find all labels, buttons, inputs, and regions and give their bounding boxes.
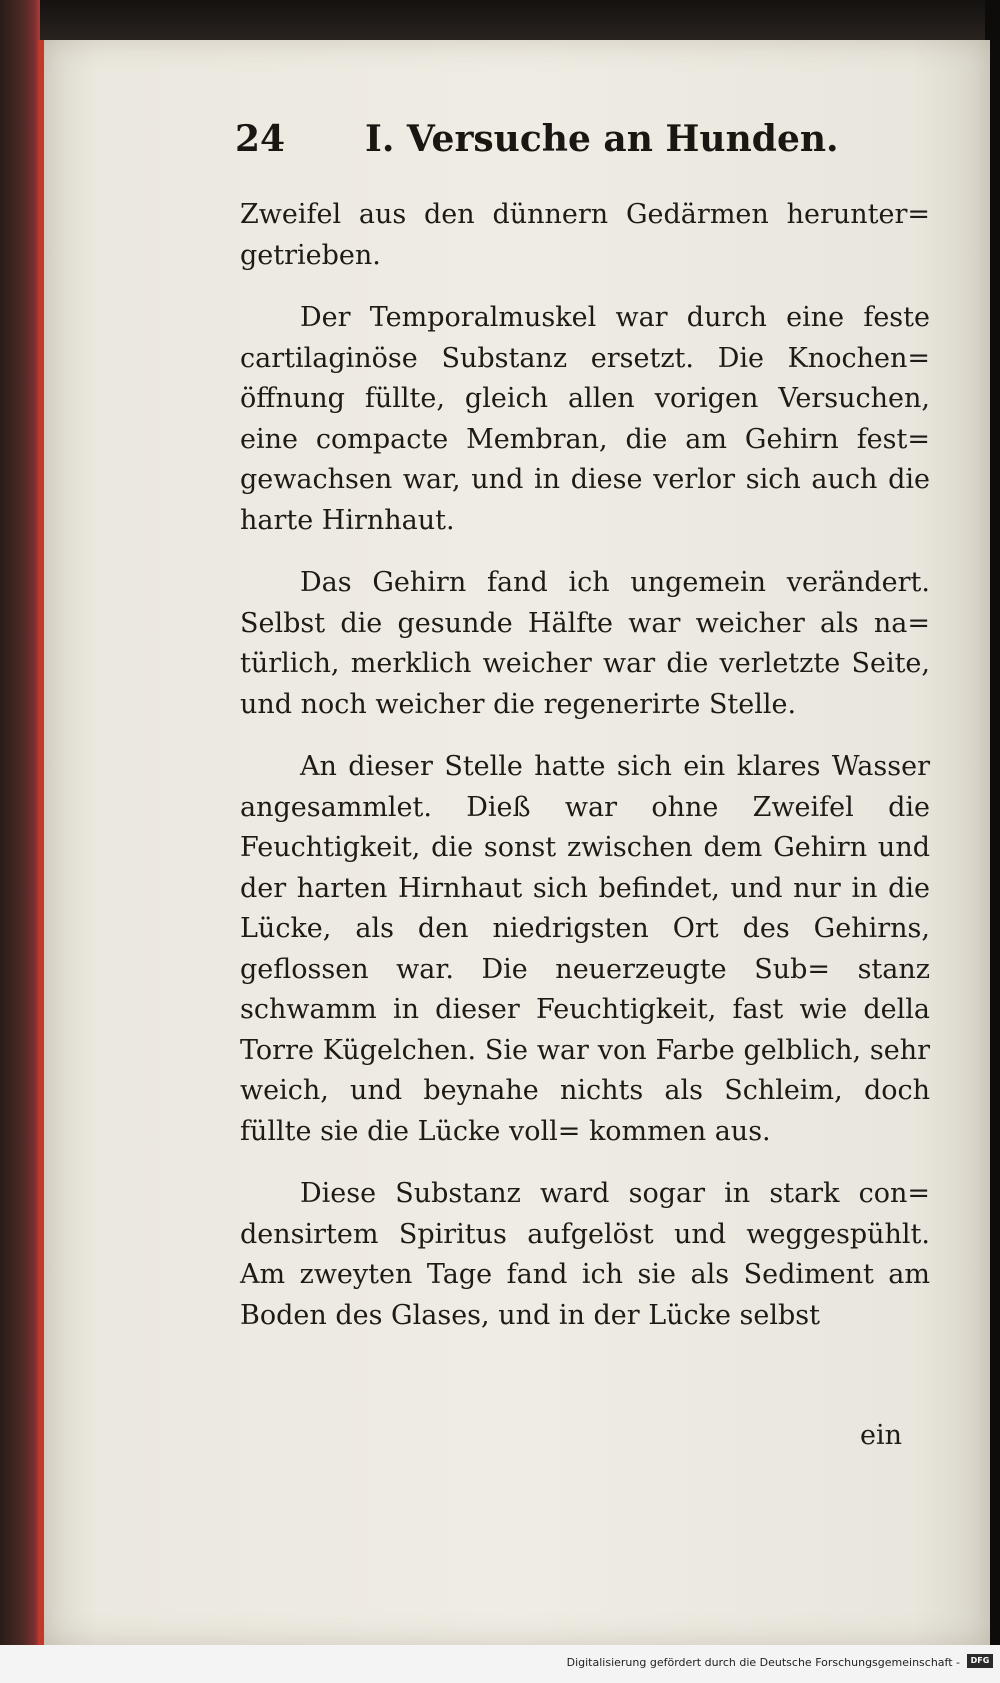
book-cover-edge	[0, 0, 40, 1650]
page-title: I. Versuche an Hunden.	[365, 118, 839, 160]
body-text	[240, 195, 930, 1358]
catchword: ein	[860, 1420, 903, 1451]
paragraph: An dieser Stelle hatte sich ein klares Wasser angesammlet. Dieß war ohne Zweifel die Feuchtigkeit, die sonst zwischen dem Gehirn und der harten Hirnhaut sich befindet, und nur in die Lücke, als den niedrigsten Ort des Gehirns, geflossen war. Die neuerzeugte Sub= stanz schwamm in dieser Feuchtigkeit, fast wie della Torre Kügelchen. Sie war von Farbe gelblich, sehr weich, und beynahe nichts als Schleim, doch füllte sie die Lücke voll= kommen aus.	[240, 751, 930, 1147]
page-number: 24	[235, 118, 286, 160]
running-head	[235, 118, 935, 168]
paragraph: Diese Substanz ward sogar in stark con= densirtem Spiritus aufgelöst und weggespühlt. Am zweyten Tage fand ich sie als Sediment am Boden des Glases, und in der Lücke selbst	[240, 1178, 930, 1331]
red-page-edge	[38, 40, 44, 1645]
paragraph: Das Gehirn fand ich ungemein verändert. Selbst die gesunde Hälfte war weicher als na= türlich, merklich weicher war die verletzte Seite, und noch weicher die regenerirte Stelle.	[240, 567, 930, 720]
dfg-logo[interactable]: DFG	[967, 1654, 993, 1668]
paragraph: Zweifel aus den dünnern Gedärmen herunter= getrieben.	[240, 199, 930, 271]
paragraph: Der Temporalmuskel war durch eine feste cartilaginöse Substanz ersetzt. Die Knochen= öffnung füllte, gleich allen vorigen Versuchen, eine compacte Membran, die am Gehirn fest= gewachsen war, und in diese verlor sich auch die harte Hirnhaut.	[240, 302, 930, 536]
scan-top-border	[0, 0, 1000, 42]
digitization-credit: Digitalisierung gefördert durch die Deutsche Forschungsgemeinschaft -	[566, 1656, 960, 1669]
